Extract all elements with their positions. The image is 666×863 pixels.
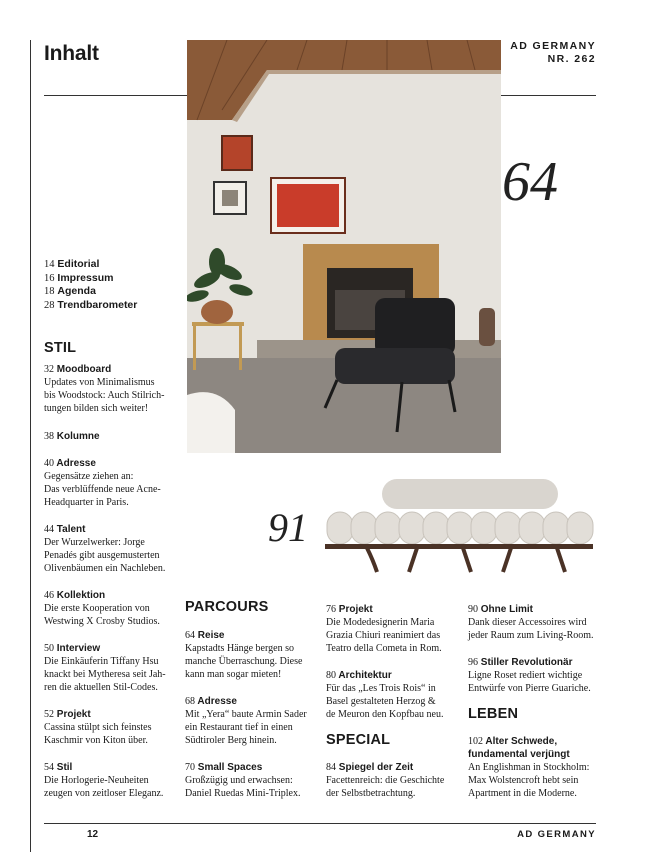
toc-entry[interactable]: 50 Interview Die Einkäuferin Tiffany Hsu knackt bei Mytheresa seit Jah- ren die aktuellen Stil-Codes. [44, 643, 166, 693]
quick-link-item[interactable]: 18 Agenda [44, 285, 96, 297]
footer-magazine-name: AD GERMANY [517, 829, 596, 840]
toc-entry[interactable]: 54 Stil Die Horlogerie-Neuheiten zeugen von zeitloser Eleganz. [44, 762, 164, 799]
toc-entry[interactable]: 80 Architektur Für das „Les Trois Rois“ in Basel gestalteten Herzog & de Meuron den Kopfbau neu. [326, 670, 444, 720]
quick-link-item[interactable]: 14 Editorial [44, 258, 100, 270]
toc-entry[interactable]: 52 Projekt Cassina stülpt sich feinstes Kaschmir von Kiton über. [44, 709, 152, 746]
feature-number-91: 91 [268, 505, 308, 550]
section-heading-stil: STIL [44, 340, 77, 356]
toc-entry[interactable]: 68 Adresse Mit „Yera“ baute Armin Sader ein Restaurant tief in einen Südtiroler Berg hinein. [185, 696, 307, 746]
page-title: Inhalt [44, 42, 99, 65]
daybed-image [325, 476, 595, 576]
feature-number-64: 64 [502, 151, 558, 213]
quick-link-item[interactable]: 28 Trendbarometer [44, 298, 138, 311]
magazine-masthead [510, 40, 596, 66]
toc-entry[interactable]: 44 Talent Der Wurzelwerker: Jorge Penadés gibt ausgemusterten Olivenbäumen ein Nachleben. [44, 524, 166, 574]
section-heading-special: SPECIAL [326, 732, 391, 748]
toc-entry[interactable]: 84 Spiegel der Zeit Facettenreich: die Geschichte der Selbstbetrachtung. [326, 762, 445, 799]
toc-entry[interactable]: 40 Adresse Gegensätze ziehen an: Das verblüffende neue Acne- Headquarter in Paris. [44, 458, 161, 508]
toc-entry[interactable]: 64 Reise Kapstadts Hänge bergen so manche Überraschung. Diese kann man sogar mieten! [185, 630, 303, 680]
feature-photo-interior [187, 40, 501, 453]
toc-entry[interactable]: 38 Kolumne [44, 431, 100, 442]
toc-entry[interactable]: 96 Stiller Revolutionär Ligne Roset rediert wichtige Entwürfe von Pierre Guariche. [468, 657, 591, 694]
toc-entry[interactable]: 76 Projekt Die Modedesignerin Maria Grazia Chiuri reanimiert das Teatro della Cometa in Rom. [326, 604, 442, 654]
magazine-name: AD GERMANY [510, 40, 596, 52]
toc-entry[interactable]: 32 Moodboard Updates von Minimalismus bis Woodstock: Auch Stilrich- tungen bilden sich weiter! [44, 364, 165, 414]
quick-link-item[interactable]: 16 Impressum [44, 271, 114, 284]
toc-entry[interactable]: 102 Alter Schwede, fundamental verjüngt An Englishman in Stockholm: Max Wolstencroft hebt sein Apartment in die Moderne. [468, 736, 590, 799]
page-number: 12 [87, 829, 99, 840]
toc-entry[interactable]: 46 Kollektion Die erste Kooperation von Westwing X Crosby Studios. [44, 590, 160, 627]
section-heading-leben: LEBEN [468, 706, 519, 722]
section-heading-parcours: PARCOURS [185, 599, 269, 615]
issue-number: NR. 262 [547, 53, 596, 65]
toc-entry[interactable]: 90 Ohne Limit Dank dieser Accessoires wird jeder Raum zum Living-Room. [468, 604, 594, 641]
left-margin-rule [30, 40, 31, 852]
footer-rule [44, 823, 596, 824]
toc-entry[interactable]: 70 Small Spaces Großzügig und erwachsen: Daniel Ruedas Mini-Triplex. [185, 762, 301, 799]
quick-links [44, 258, 137, 312]
